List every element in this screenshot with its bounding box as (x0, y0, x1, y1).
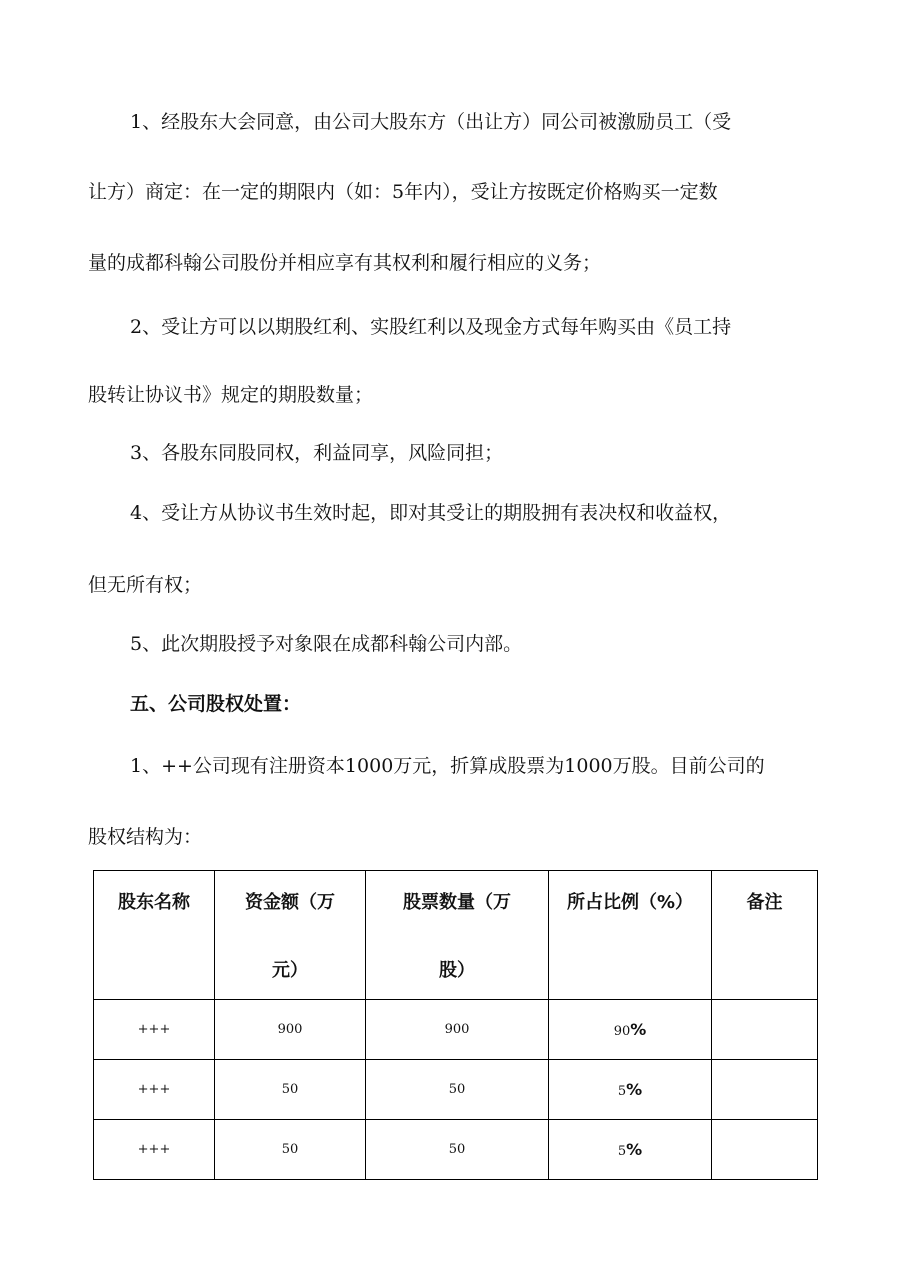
table-row (94, 1060, 818, 1120)
header-label: 股） (439, 960, 475, 981)
cell-name: +++ (94, 1060, 215, 1120)
paragraph-1-line-1: 1、经股东大会同意，由公司大股东方（出让方）同公司被激励员工（受 (130, 111, 732, 133)
cell-shares: 50 (366, 1060, 549, 1120)
header-label: 所占比例（%） (566, 892, 694, 913)
paragraph-2-line-1: 2、受让方可以以期股红利、实股红利以及现金方式每年购买由《员工持 (130, 316, 732, 338)
cell-capital: 50 (215, 1060, 366, 1120)
table-row (94, 1120, 818, 1180)
cell-ratio (549, 1000, 712, 1060)
cell-shares: 50 (366, 1120, 549, 1180)
header-capital (215, 871, 366, 1000)
cell-ratio (549, 1060, 712, 1120)
header-label: 股东名称 (118, 892, 190, 913)
paragraph-4-line-1: 4、受让方从协议书生效时起，即对其受让的期股拥有表决权和收益权， (130, 502, 732, 524)
header-label: 元） (272, 960, 308, 981)
header-label: 备注 (746, 892, 783, 913)
ratio-number: 90 (613, 1024, 631, 1039)
paragraph-4-line-2: 但无所有权； (88, 574, 203, 596)
ratio-percent-sign: % (626, 1140, 643, 1159)
ratio-percent-sign: % (626, 1080, 643, 1099)
ratio-percent-sign: % (630, 1020, 647, 1039)
table-row (94, 1000, 818, 1060)
cell-name: +++ (94, 1120, 215, 1180)
shareholding-table (93, 870, 818, 1180)
header-note (712, 871, 818, 1000)
ratio-number: 5 (617, 1144, 627, 1159)
cell-note (712, 1000, 818, 1060)
cell-note (712, 1060, 818, 1120)
cell-capital: 50 (215, 1120, 366, 1180)
header-shareholder-name (94, 871, 215, 1000)
header-ratio (549, 871, 712, 1000)
ratio-number: 5 (617, 1084, 627, 1099)
paragraph-1-line-3: 量的成都科翰公司股份并相应享有其权利和履行相应的义务； (88, 252, 602, 274)
section-heading: 五、公司股权处置： (130, 693, 302, 715)
cell-name: +++ (94, 1000, 215, 1060)
cell-capital: 900 (215, 1000, 366, 1060)
section-paragraph-line-1: 1、++公司现有注册资本1000万元，折算成股票为1000万股。目前公司的 (130, 755, 765, 777)
cell-ratio (549, 1120, 712, 1180)
header-share-count (366, 871, 549, 1000)
cell-shares: 900 (366, 1000, 549, 1060)
paragraph-3-line-1: 3、各股东同股同权，利益同享，风险同担； (130, 442, 504, 464)
paragraph-1-line-2: 让方）商定：在一定的期限内（如：5年内），受让方按既定价格购买一定数 (88, 181, 718, 203)
cell-note (712, 1120, 818, 1180)
header-label: 资金额（万 (245, 892, 335, 913)
paragraph-2-line-2: 股转让协议书》规定的期股数量； (88, 384, 374, 406)
paragraph-5-line-1: 5、此次期股授予对象限在成都科翰公司内部。 (130, 633, 523, 655)
header-label: 股票数量（万 (403, 892, 511, 913)
section-paragraph-line-2: 股权结构为： (88, 826, 203, 848)
table-header-row (94, 871, 818, 1000)
